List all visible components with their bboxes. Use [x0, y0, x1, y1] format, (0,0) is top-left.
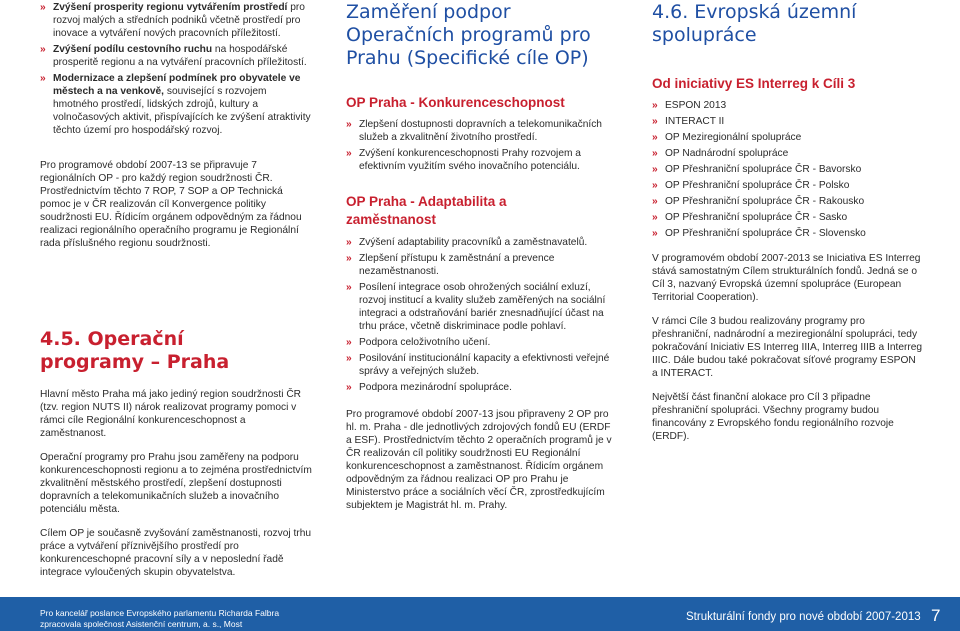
footer-title: Strukturální fondy pro nové období 2007-2013 [686, 611, 921, 623]
bullet-marker: » [652, 100, 658, 111]
list-item [346, 281, 618, 333]
bullet-marker: » [652, 132, 658, 143]
list-item-text: Zlepšení dostupnosti dopravních a telekomunikačních služeb a zkvalitnění životního prostředí. [359, 119, 602, 143]
bullet-marker: » [652, 116, 658, 127]
list-item-text: pro rozvoj malých a středních podniků včetně prostředí pro inovace a vytváření nových pracovních příležitostí. [53, 2, 305, 39]
paragraph-cil3-programmes: V rámci Cíle 3 budou realizovány programy pro přeshraniční, nadnárodní a meziregionální spolupráci, tedy pokračování Iniciativ ES Interreg IIIA, Interreg IIIB a Interreg IIIC. Dále budou také pokračovat síťové programy ESPON a INTERACT. [652, 316, 923, 379]
list-item-text: Zvýšení adaptability pracovníků a zaměstnavatelů. [359, 237, 588, 248]
list-item [652, 163, 924, 176]
list-item [346, 118, 618, 144]
list-item-text: OP Nadnárodní spolupráce [665, 148, 789, 159]
list-item [346, 352, 618, 378]
list-item-bold: Modernizace a zlepšení podmínek pro obyvatele ve městech a na venkově, [53, 73, 301, 97]
list-item [652, 99, 924, 112]
list-item [652, 211, 924, 224]
list-item-text: Zvýšení konkurenceschopnosti Prahy rozvojem a efektivním využitím svého inovačního potenciálu. [359, 148, 581, 172]
footer-bar [0, 597, 960, 631]
bullet-marker: » [346, 253, 352, 264]
list-item-text: OP Přeshraniční spolupráce ČR - Sasko [665, 212, 848, 223]
list-item [652, 115, 924, 128]
list-item-text: Zlepšení přístupu k zaměstnání a prevence nezaměstnanosti. [359, 253, 555, 277]
bullet-marker: » [346, 237, 352, 248]
paragraph-praha-nuts: Hlavní město Praha má jako jediný region soudržnosti ČR (tzv. region NUTS II) nárok realizovat programy pomoci v rámci cíle Regionální konkurenceschopnost a zaměstnanost. [40, 389, 302, 439]
list-item [652, 195, 924, 208]
bullet-marker: » [652, 180, 658, 191]
bullet-list-goals [40, 1, 312, 137]
list-item-bold: Zvýšení prosperity regionu vytvářením prostředí [53, 2, 288, 13]
page-number: 7 [931, 606, 941, 625]
list-item [346, 147, 618, 173]
paragraph-op-praha: Pro programové období 2007-13 jsou připraveny 2 OP pro hl. m. Praha - dle jednotlivých zdrojových fondů EU (ERDF a ESF). Prostřednictvím těchto 2 operačních programů je v ČR realizován cíl politiky soudržnosti EU Regionální konkurenceschopnost a zaměstnanost. Řídicím orgánem odpovědným za řádnou realizaci OP pro Prahu je Ministerstvo práce a sociálních věcí ČR, zprostředkujícím subjektem je Magistrát hl. m. Prahy. [346, 409, 612, 511]
list-item-text: Podpora mezinárodní spolupráce. [359, 382, 512, 393]
bullet-marker: » [346, 337, 352, 348]
paragraph-cil3: V programovém období 2007-2013 se Iniciativa ES Interreg stává samostatným Cílem strukturálních fondů. Jedná se o Cíl 3, nazvaný Evropská územní spolupráce (European Territorial Cooperation). [652, 253, 921, 303]
bullet-list-konkurenceschopnost [346, 118, 618, 173]
bullet-marker: » [40, 2, 46, 13]
bullet-marker: » [346, 282, 352, 293]
bullet-marker: » [40, 73, 46, 84]
list-item-text: OP Meziregionální spolupráce [665, 132, 802, 143]
bullet-marker: » [652, 212, 658, 223]
section-heading-praha: 4.5. Operační programy – Praha [40, 328, 230, 373]
list-item [652, 131, 924, 144]
section-heading-uzemni-spoluprace: 4.6. Evropská územní spolupráce [652, 1, 857, 46]
list-item [652, 227, 924, 240]
list-item [40, 43, 312, 69]
list-item [346, 236, 618, 249]
list-item-text: na hospodářské prosperitě regionu a na vytváření pracovních příležitostí. [53, 44, 307, 68]
list-item-text: INTERACT II [665, 116, 725, 127]
list-item-text: Posilování institucionální kapacity a efektivnosti veřejné správy a veřejných služeb. [359, 353, 610, 377]
bullet-list-adaptabilita [346, 236, 618, 394]
bullet-marker: » [652, 228, 658, 239]
list-item-text: související s rozvojem hmotného prostředí, lidských zdrojů, kultury a volnočasových aktivit, přispívajících ke zvýšení atraktivity těchto území pro hospodářský rozvoj. [53, 86, 311, 136]
paragraph-allocation: Největší část finanční alokace pro Cíl 3 připadne přeshraniční spolupráci. Všechny programy budou financovány z Evropského fondu regionálního rozvoje (ERDF). [652, 392, 894, 442]
bullet-marker: » [346, 382, 352, 393]
bullet-marker: » [652, 148, 658, 159]
bullet-marker: » [652, 164, 658, 175]
list-item-text: OP Přeshraniční spolupráce ČR - Polsko [665, 180, 850, 191]
subheading-interreg: Od iniciativy ES Interreg k Cíli 3 [652, 76, 856, 91]
paragraph-rop: Pro programové období 2007-13 se připravuje 7 regionálních OP - pro každý region soudržnosti ČR. Prostřednictvím těchto 7 ROP, 7 SOP a OP Technická pomoc je v ČR realizován cíl Konvergence politiky soudržnosti EU. Řídicím orgánem odpovědným za řádnou realizaci regionálního operačního programu je Regionální rada příslušného regionu soudržnosti. [40, 160, 302, 249]
list-item-text: Posílení integrace osob ohrožených sociální exluzí, rozvoj institucí a kvality služeb zaměřených na sociální integraci a odstraňování bariér znesnadňující účast na trhu práce, včetně diskriminace podle pohlaví. [359, 282, 606, 332]
list-item [652, 179, 924, 192]
list-item [346, 381, 618, 394]
bullet-list-programmes [652, 99, 924, 240]
paragraph-praha-focus: Operační programy pro Prahu jsou zaměřeny na podporu konkurenceschopnosti regionu a to zejména prostřednictvím zkvalitnění městského prostředí, zlepšení dostupnosti dopravních a telekomunikačních služeb a inovačního potenciálu města. [40, 452, 312, 515]
column-middle [346, 1, 618, 523]
bullet-marker: » [346, 148, 352, 159]
footer-credit-line: Pro kancelář poslance Evropského parlamentu Richarda Falbra [40, 608, 280, 618]
list-item-text: OP Přeshraniční spolupráce ČR - Bavorsko [665, 164, 862, 175]
bullet-marker: » [346, 353, 352, 364]
footer-credit-line: zpracovala společnost Asistenční centrum, a. s., Most [40, 618, 243, 629]
section-heading-zamereni: Zaměření podpor Operačních programů pro Prahu (Specifické cíle OP) [346, 1, 591, 69]
list-item-bold: Zvýšení podílu cestovního ruchu [53, 44, 213, 55]
list-item [346, 336, 618, 349]
list-item [40, 1, 312, 40]
subheading-konkurenceschopnost: OP Praha - Konkurenceschopnost [346, 95, 565, 110]
column-right [652, 1, 924, 454]
list-item-text: Podpora celoživotního učení. [359, 337, 491, 348]
subheading-adaptabilita: OP Praha - Adaptabilita a zaměstnanost [346, 194, 507, 227]
list-item [40, 72, 312, 137]
list-item-text: ESPON 2013 [665, 100, 727, 111]
list-item [346, 252, 618, 278]
column-left [40, 1, 312, 590]
list-item [652, 147, 924, 160]
footer-credits [40, 608, 279, 629]
list-item-text: OP Přeshraniční spolupráce ČR - Slovensko [665, 228, 866, 239]
list-item-text: OP Přeshraniční spolupráce ČR - Rakousko [665, 196, 865, 207]
bullet-marker: » [346, 119, 352, 130]
paragraph-praha-goal: Cílem OP je současně zvyšování zaměstnanosti, rozvoj trhu práce a vytváření příznivějšího prostředí pro konkurenceschopné pracovní síly a v neposlední řadě integrace vyloučených skupin obyvatelstva. [40, 528, 312, 578]
bullet-marker: » [652, 196, 658, 207]
bullet-marker: » [40, 44, 46, 55]
